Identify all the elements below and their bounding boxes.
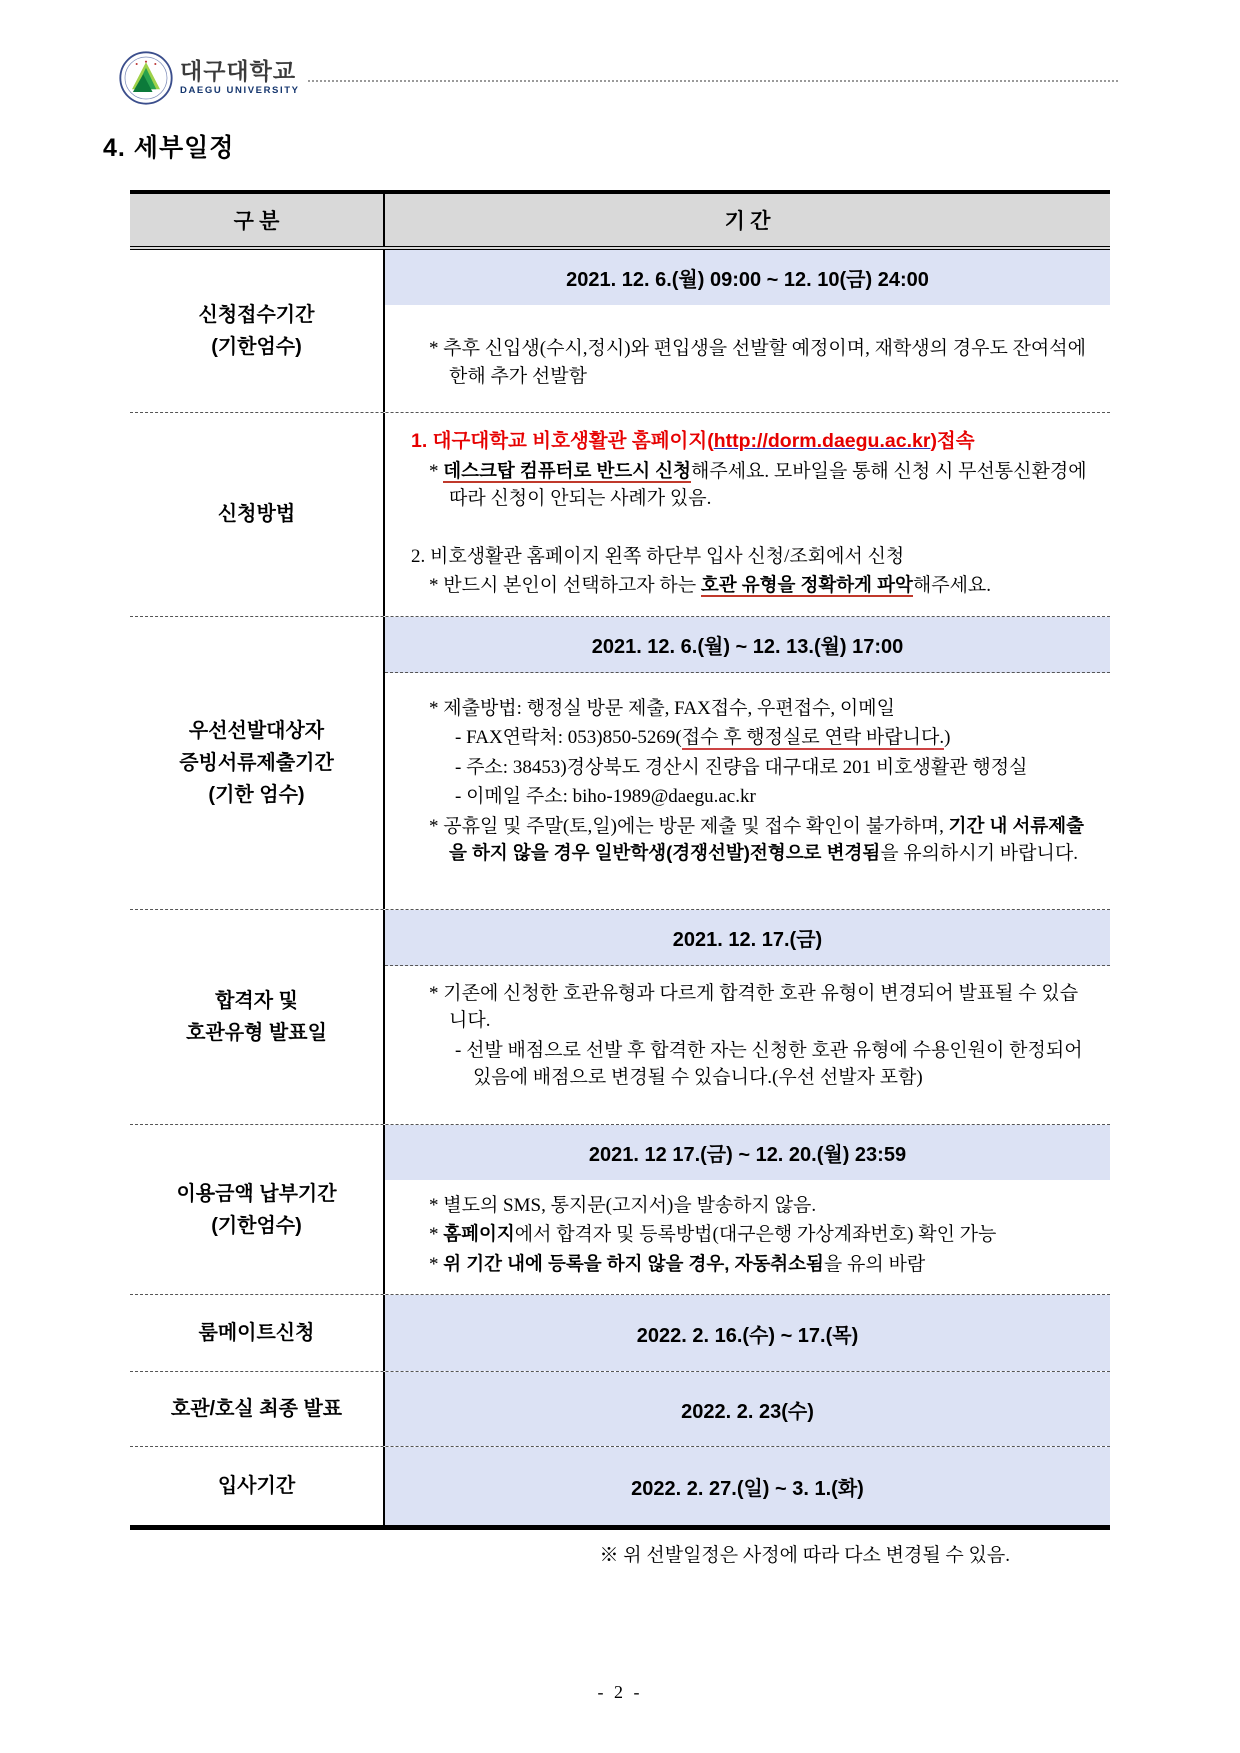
row-notes [385, 333, 1110, 406]
table-row [130, 1446, 1110, 1525]
row-content [385, 1447, 1110, 1525]
period-banner: 2022. 2. 23(수) [681, 1400, 814, 1423]
text-run: 위 기간 내에 등록을 하지 않을 경우, 자동취소됨 [443, 1252, 824, 1274]
row-label: 룸메이트신청 [130, 1295, 385, 1371]
table-row [130, 1294, 1110, 1371]
text-run: - 선발 배점으로 선발 후 합격한 자는 신청한 호관 유형에 수용인원이 한정되어 있음에 배점으로 변경될 수 있습니다.(우선 선발자 포함) [455, 1039, 1083, 1089]
text-run: ) [944, 727, 951, 749]
homepage-url-link[interactable]: http://dorm.daegu.ac.kr [713, 430, 931, 452]
text-run: * 공휴일 및 주말(토,일)에는 방문 제출 및 접수 확인이 불가하며, [429, 815, 949, 837]
note-line [397, 1251, 1092, 1279]
table-row [130, 1124, 1110, 1295]
table-row [130, 412, 1110, 616]
text-run: )접속 [930, 430, 975, 452]
logo-english-text: DAEGU UNIVERSITY [180, 85, 300, 97]
note-line [397, 1221, 1092, 1249]
text-run: - 이메일 주소: biho-1989@daegu.ac.kr [455, 786, 756, 808]
document-header [118, 50, 1118, 106]
text-run: 접수 후 행정실로 연락 바랍니다. [681, 727, 945, 749]
text-run: * [429, 1253, 444, 1275]
note-line [397, 1192, 1092, 1220]
text-run: - FAX연락처: 053)850-5269( [455, 727, 682, 749]
row-label: 입사기간 [130, 1447, 385, 1525]
row-content [385, 617, 1110, 909]
row-label: 호관/호실 최종 발표 [130, 1372, 385, 1446]
text-run: 을 유의 바람 [823, 1253, 926, 1275]
text-run: 해주세요. [912, 575, 992, 597]
text-run: 홈페이지 [443, 1223, 515, 1245]
university-seal-icon [118, 50, 174, 106]
row-label: 신청접수기간 (기한엄수) [130, 250, 385, 412]
note-line [397, 458, 1092, 513]
note-line [397, 427, 1092, 456]
row-content [385, 1372, 1110, 1446]
table-row [130, 1371, 1110, 1446]
page-number: - 2 - [597, 1682, 643, 1702]
note-line [397, 572, 1092, 600]
period-banner: 2021. 12. 6.(월) ~ 12. 13.(월) 17:00 [385, 617, 1110, 673]
text-run: 을 유의하시기 바랍니다. [880, 843, 1078, 865]
row-label: 이용금액 납부기간 (기한엄수) [130, 1125, 385, 1295]
row-notes [385, 693, 1110, 884]
row-notes [385, 978, 1110, 1108]
text-run: 해주세요. 모바일을 통해 신청 시 무선통신환경에 따라 신청이 안되는 사례가 있음. [449, 460, 1087, 510]
column-header-category: 구 분 [130, 194, 385, 246]
row-content [385, 1295, 1110, 1371]
text-run: 호관 유형을 정확하게 파악 [700, 574, 913, 596]
text-run: * 추후 신입생(수시,정시)와 편입생을 선발할 예정이며, 재학생의 경우도 잔여석에 한해 추가 선발함 [429, 338, 1086, 387]
note-line [397, 813, 1092, 868]
section-title: 4. 세부일정 [103, 134, 235, 162]
period-banner: 2022. 2. 16.(수) ~ 17.(목) [636, 1324, 859, 1347]
note-line [397, 695, 1092, 723]
table-row [130, 616, 1110, 909]
text-run: 기간 내 서류제출을 하지 않을 경우 일반학생(경쟁선발)전형으로 변경됨 [449, 814, 1085, 864]
note-line [397, 335, 1092, 390]
table-row [130, 909, 1110, 1124]
table-footnote: ※ 위 선발일정은 사정에 따라 다소 변경될 수 있음. [599, 1545, 1010, 1567]
period-banner: 2021. 12 17.(금) ~ 12. 20.(월) 23:59 [385, 1125, 1110, 1180]
note-line [397, 724, 1092, 752]
period-banner: 2021. 12. 17.(금) [385, 910, 1110, 966]
note-line [397, 980, 1092, 1035]
text-run: 1. 대구대학교 비호생활관 홈페이지( [411, 430, 714, 452]
row-content [385, 413, 1110, 616]
logo-korean-text: 대구대학교 [180, 58, 297, 85]
row-notes [385, 425, 1110, 616]
text-run: * 제출방법: 행정실 방문 제출, FAX접수, 우편접수, 이메일 [429, 697, 895, 719]
text-run: * 반드시 본인이 선택하고자 하는 [429, 575, 701, 597]
period-banner: 2022. 2. 27.(일) ~ 3. 1.(화) [631, 1477, 864, 1500]
line-gap [397, 515, 1092, 541]
text-run: * [429, 460, 444, 482]
text-run: * 기존에 신청한 호관유형과 다르게 합격한 호관 유형이 변경되어 발표될 수 있습니다. [429, 982, 1079, 1032]
logo-text [180, 60, 300, 96]
note-line [397, 754, 1092, 782]
text-run: * 별도의 SMS, 통지문(고지서)을 발송하지 않음. [429, 1194, 817, 1216]
text-run: 에서 합격자 및 등록방법(대구은행 가상계좌번호) 확인 가능 [514, 1224, 997, 1246]
period-banner: 2021. 12. 6.(월) 09:00 ~ 12. 10(금) 24:00 [385, 250, 1110, 305]
schedule-table [130, 190, 1110, 1530]
university-logo [118, 50, 300, 106]
table-body [130, 250, 1110, 1525]
note-line [397, 1037, 1092, 1092]
note-line [397, 543, 1092, 571]
table-row [130, 250, 1110, 412]
text-run: - 주소: 38453)경상북도 경산시 진량읍 대구대로 201 비호생활관 행정실 [455, 756, 1028, 778]
table-header-row [130, 194, 1110, 250]
row-content [385, 1125, 1110, 1295]
row-content [385, 250, 1110, 412]
row-label: 신청방법 [130, 413, 385, 616]
text-run: 데스크탑 컴퓨터로 반드시 신청 [443, 459, 691, 481]
row-label: 합격자 및 호관유형 발표일 [130, 910, 385, 1124]
header-dotted-rule [308, 80, 1118, 82]
row-content [385, 910, 1110, 1124]
text-run: 2. 비호생활관 홈페이지 왼쪽 하단부 입사 신청/조회에서 신청 [411, 545, 905, 567]
column-header-period: 기 간 [724, 209, 771, 233]
row-label: 우선선발대상자 증빙서류제출기간 (기한 엄수) [130, 617, 385, 909]
text-run: * [429, 1224, 444, 1246]
row-notes [385, 1190, 1110, 1295]
note-line [397, 783, 1092, 811]
schedule-table-wrap [130, 190, 1110, 1567]
